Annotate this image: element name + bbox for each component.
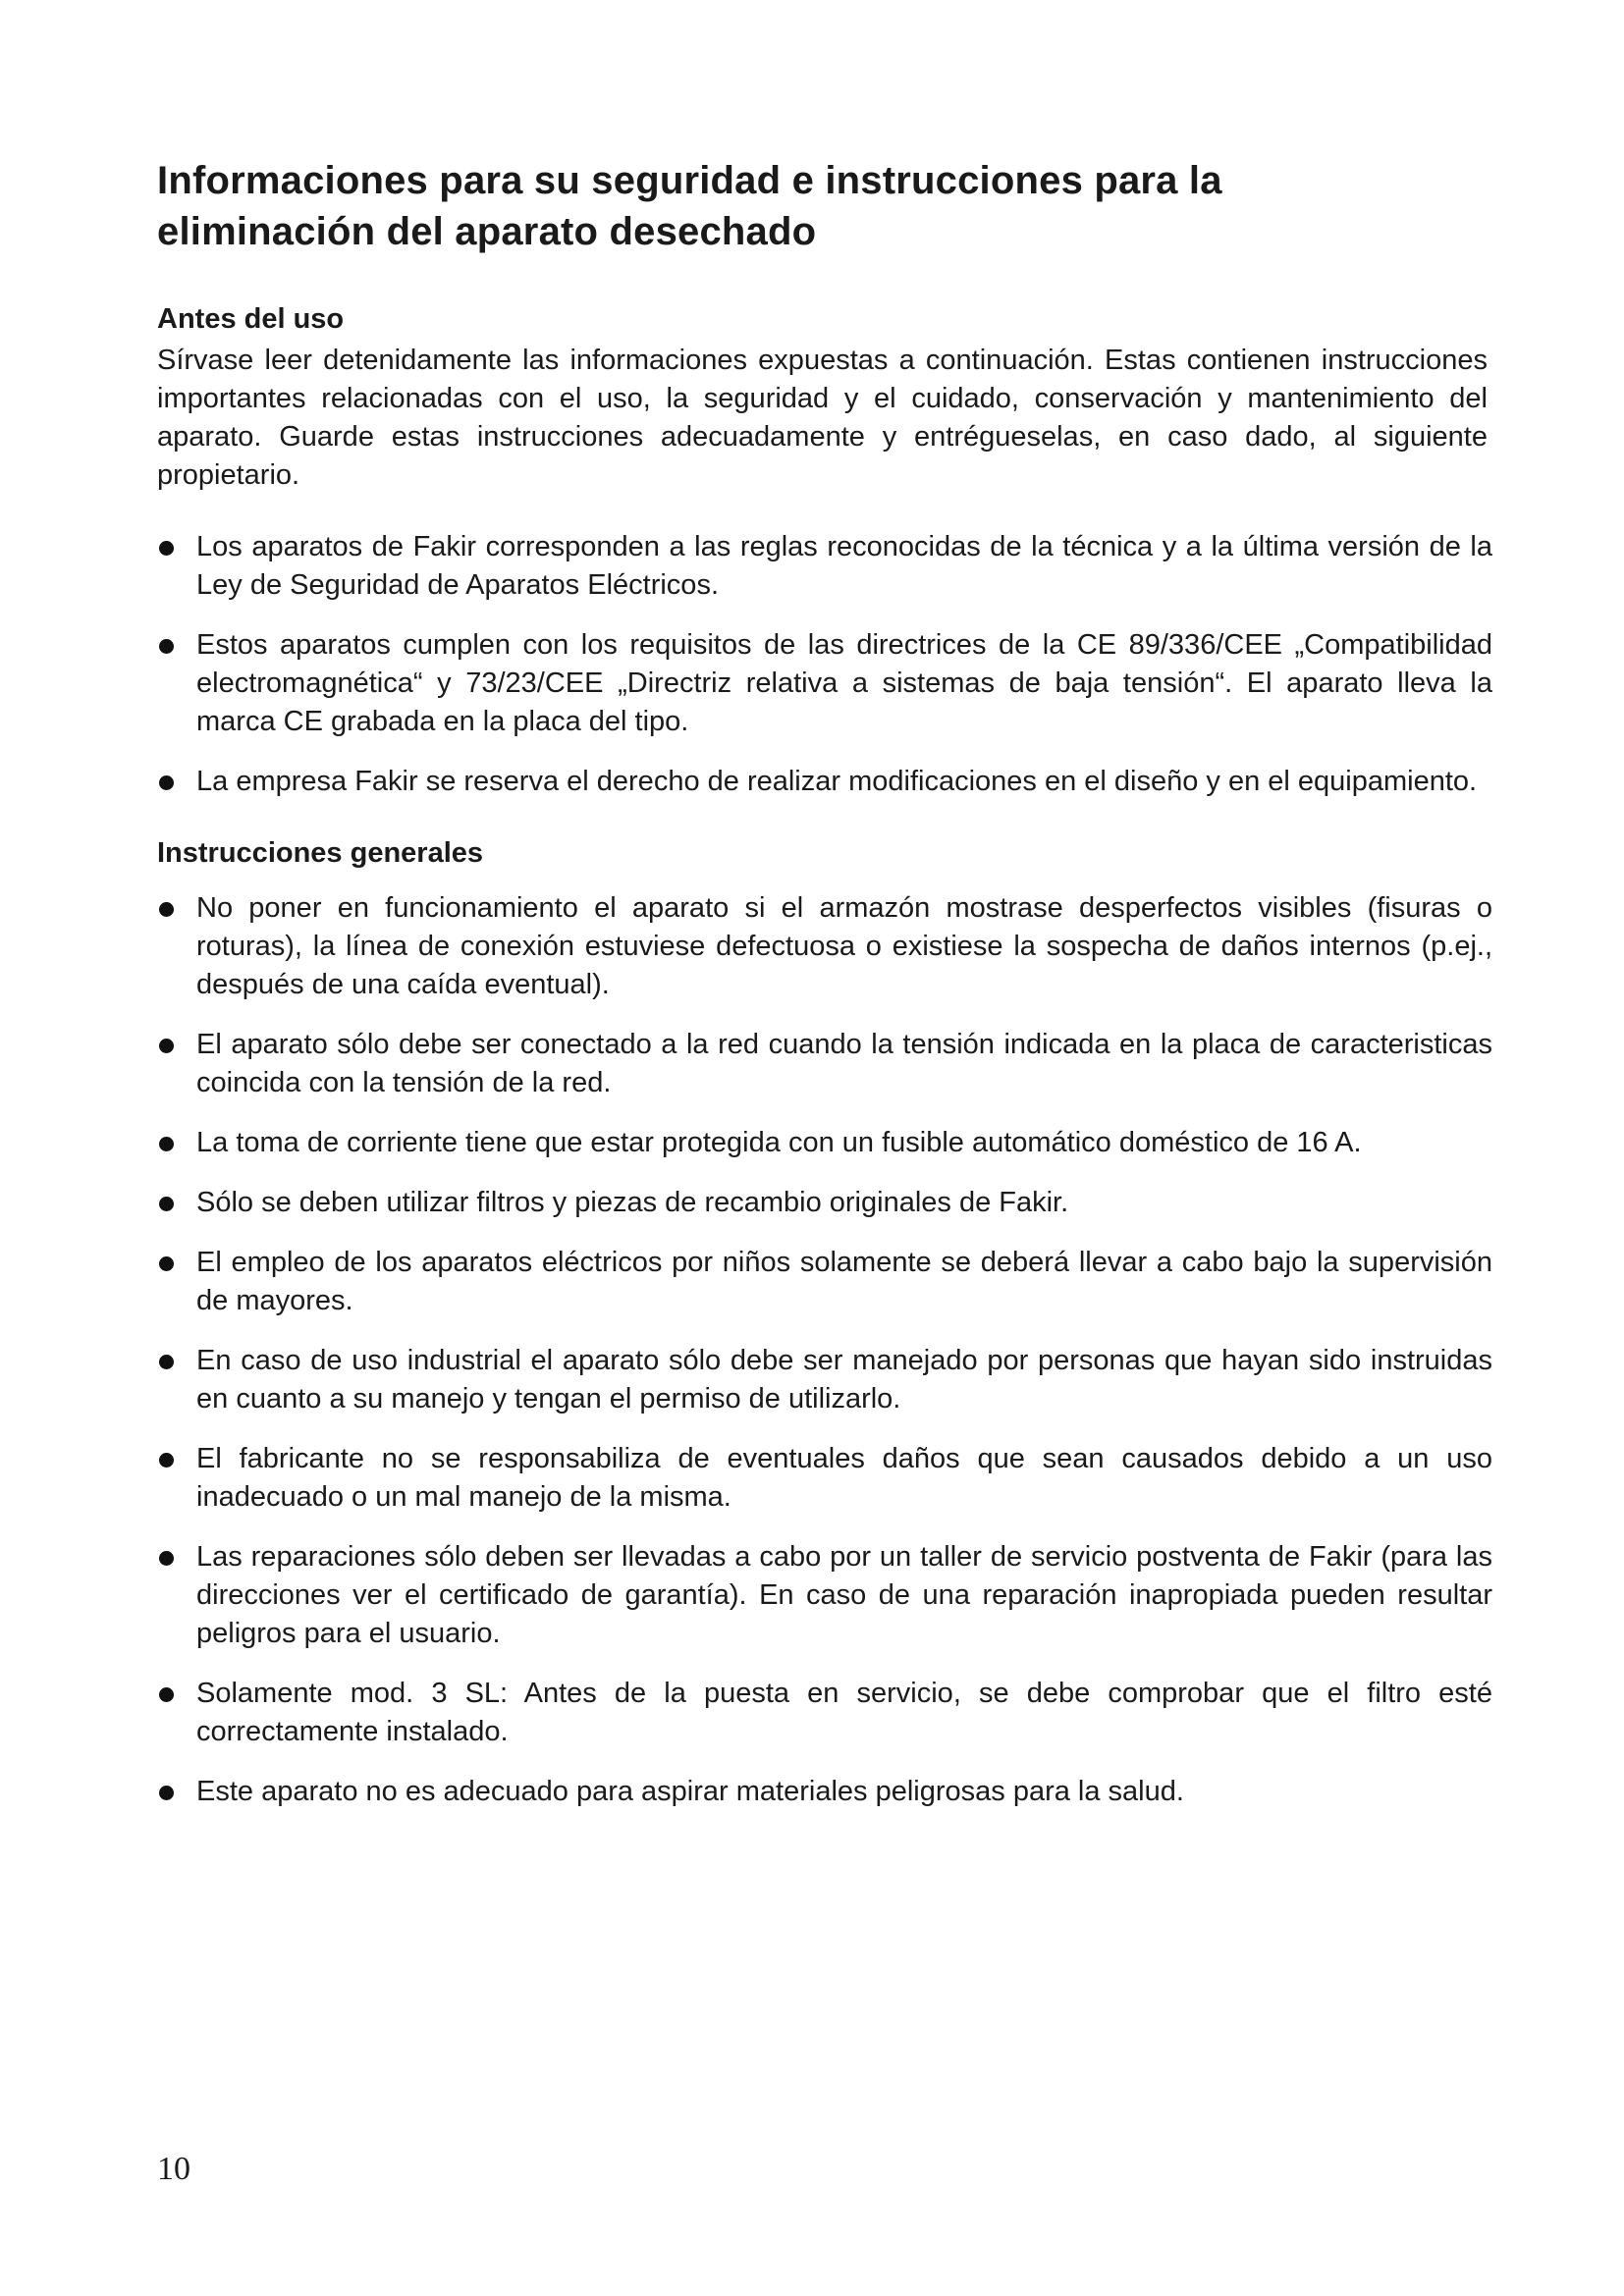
intro-paragraph: Sírvase leer detenidamente las informaciones expuestas a continuación. Estas contienen instrucciones importantes relacionadas con el uso, la seguridad y el cuidado, conservación y mantenimiento del aparato. Guarde estas instrucciones adecuadamente y entrégueselas, en caso dado, al siguiente propietario. bbox=[157, 345, 1488, 491]
list-item bbox=[157, 1675, 1492, 1751]
list-item-text: La toma de corriente tiene que estar protegida con un fusible automático doméstico de 16 A. bbox=[196, 1127, 1362, 1158]
list-item-text: En caso de uso industrial el aparato sólo debe ser manejado por personas que hayan sido instruidas en cuanto a su manejo y tengan el permiso de utilizarlo. bbox=[196, 1345, 1492, 1415]
bullet-icon bbox=[159, 1551, 174, 1566]
list-item-text: Estos aparatos cumplen con los requisitos de las directrices de la CE 89/336/CEE „Compatibilidad electromagnética“ y 73/23/CEE „Directriz relativa a sistemas de baja tensión“. El aparato lleva la marca CE grabada en la placa del tipo. bbox=[196, 629, 1492, 737]
list-item bbox=[157, 1538, 1492, 1653]
bullet-icon bbox=[159, 1197, 174, 1211]
list-item bbox=[157, 889, 1492, 1004]
bullet-icon bbox=[159, 1039, 174, 1053]
bullet-icon bbox=[159, 1786, 174, 1800]
bullet-icon bbox=[159, 1137, 174, 1151]
list-item bbox=[157, 528, 1492, 605]
list-item bbox=[157, 1124, 1492, 1162]
bullet-icon bbox=[159, 902, 174, 917]
list-item bbox=[157, 1342, 1492, 1418]
bullet-icon bbox=[159, 541, 174, 556]
list-item-text: La empresa Fakir se reserva el derecho de realizar modificaciones en el diseño y en el equipamiento. bbox=[196, 766, 1478, 797]
bullet-icon bbox=[159, 639, 174, 654]
list-item-text: Los aparatos de Fakir corresponden a las reglas reconocidas de la técnica y a la última versión de la Ley de Seguridad de Aparatos Eléctricos. bbox=[196, 531, 1492, 601]
list-item-text: El fabricante no se responsabiliza de eventuales daños que sean causados debido a un uso inadecuado o un mal manejo de la misma. bbox=[196, 1443, 1492, 1513]
bullet-icon bbox=[159, 1453, 174, 1468]
list-item-text: Este aparato no es adecuado para aspirar materiales peligrosas para la salud. bbox=[196, 1776, 1184, 1807]
list-item-text: Sólo se deben utilizar filtros y piezas de recambio originales de Fakir. bbox=[196, 1187, 1069, 1218]
list-item bbox=[157, 1440, 1492, 1517]
document-page bbox=[157, 155, 1492, 1833]
bullet-icon bbox=[159, 1355, 174, 1369]
list-item-text: El empleo de los aparatos eléctricos por niños solamente se deberá llevar a cabo bajo la supervisión de mayores. bbox=[196, 1247, 1492, 1316]
list-item-text: El aparato sólo debe ser conectado a la red cuando la tensión indicada en la placa de caracteristicas coincida con la tensión de la red. bbox=[196, 1029, 1492, 1098]
bullet-icon bbox=[159, 1256, 174, 1271]
list-item bbox=[157, 1773, 1492, 1811]
list-item bbox=[157, 626, 1492, 741]
page-title: Informaciones para su seguridad e instrucciones para la eliminación del aparato desechado bbox=[157, 159, 1222, 253]
bullet-icon bbox=[159, 775, 174, 790]
before-use-list bbox=[157, 528, 1492, 801]
list-item-text: Solamente mod. 3 SL: Antes de la puesta en servicio, se debe comprobar que el filtro esté correctamente instalado. bbox=[196, 1678, 1492, 1747]
list-item bbox=[157, 763, 1492, 801]
list-item-text: Las reparaciones sólo deben ser llevadas a cabo por un taller de servicio postventa de Fakir (para las direcciones ver el certificado de garantía). En caso de una reparación inapropiada pueden resultar peligros para el usuario. bbox=[196, 1541, 1492, 1649]
general-list bbox=[157, 889, 1492, 1811]
section-heading-before-use: Antes del uso bbox=[157, 303, 345, 335]
list-item bbox=[157, 1244, 1492, 1320]
section-heading-general: Instrucciones generales bbox=[157, 837, 484, 869]
list-item bbox=[157, 1026, 1492, 1102]
bullet-icon bbox=[159, 1687, 174, 1702]
list-item bbox=[157, 1184, 1492, 1222]
page-number: 10 bbox=[157, 2151, 190, 2187]
list-item-text: No poner en funcionamiento el aparato si el armazón mostrase desperfectos visibles (fisuras o roturas), la línea de conexión estuviese defectuosa o existiese la sospecha de daños internos (p.ej., después de una caída eventual). bbox=[196, 892, 1492, 1000]
